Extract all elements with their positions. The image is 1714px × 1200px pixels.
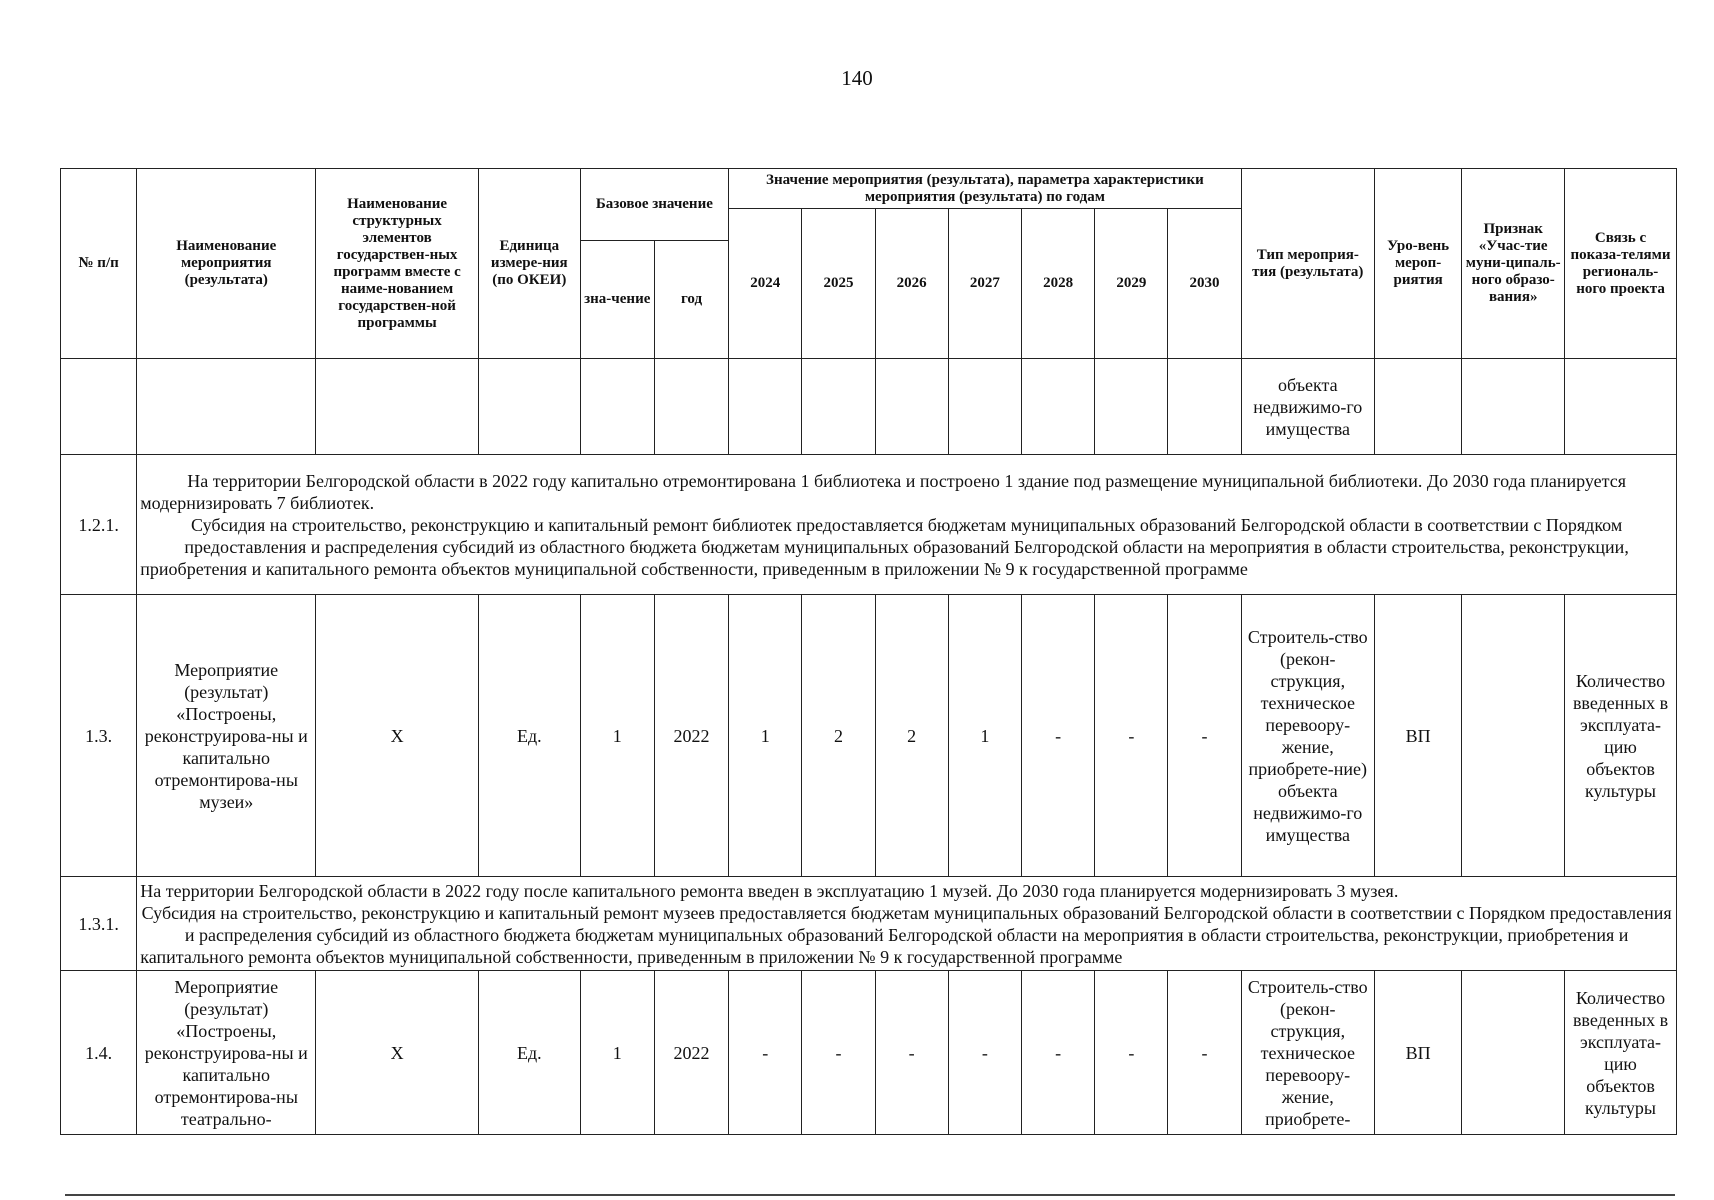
table-row-1-2-1 <box>61 455 1677 595</box>
continuation-row <box>61 359 1677 455</box>
row-link: Количество введенных в эксплуата-цию объектов культуры <box>1565 971 1677 1135</box>
row-value-2030: - <box>1168 971 1241 1135</box>
row-value-2024: - <box>729 971 802 1135</box>
header-name: Наименование мероприятия (результата) <box>137 169 316 359</box>
row-num: 1.3.1. <box>61 877 137 971</box>
row-value-2029: - <box>1095 971 1168 1135</box>
row-num: 1.2.1. <box>61 455 137 595</box>
header-link: Связь с показа-телями региональ-ного проекта <box>1565 169 1677 359</box>
row-value-2025: 2 <box>802 595 875 877</box>
table-row-1-3 <box>61 595 1677 877</box>
row-participation <box>1462 595 1565 877</box>
row-value-2027: 1 <box>948 595 1021 877</box>
row-base-value: 1 <box>580 971 654 1135</box>
header-year: 2028 <box>1021 209 1094 359</box>
row-num: 1.3. <box>61 595 137 877</box>
description-paragraph: На территории Белгородской области в 2022 году капитально отремонтирована 1 библиотека и построено 1 здание под размещение муниципальной библиотеки. До 2030 года планируется модернизировать 7 библиотек. <box>140 470 1626 513</box>
header-num: № п/п <box>61 169 137 359</box>
row-description <box>137 877 1677 971</box>
row-participation <box>1462 971 1565 1135</box>
header-participation: Признак «Учас-тие муни-ципаль-ного образо-вания» <box>1462 169 1565 359</box>
row-level: ВП <box>1374 971 1461 1135</box>
table-row-1-4 <box>61 971 1677 1135</box>
row-type: Строитель-ство (рекон-струкция, техническое перевоору-жение, приобрете- <box>1241 971 1374 1135</box>
row-link: Количество введенных в эксплуата-цию объектов культуры <box>1565 595 1677 877</box>
header-unit: Единица измере-ния (по ОКЕИ) <box>478 169 580 359</box>
row-unit: Ед. <box>478 971 580 1135</box>
row-value-2026: 2 <box>875 595 948 877</box>
header-year: 2029 <box>1095 209 1168 359</box>
header-level: Уро-вень мероп-риятия <box>1374 169 1461 359</box>
row-value-2024: 1 <box>729 595 802 877</box>
row-value-2030: - <box>1168 595 1241 877</box>
row-struct: Х <box>316 595 479 877</box>
row-base-year: 2022 <box>654 971 728 1135</box>
description-paragraph: На территории Белгородской области в 2022 году после капитального ремонта введен в эксплуатацию 1 музей. До 2030 года планируется модернизировать 3 музея. <box>140 880 1399 901</box>
header-type: Тип мероприя-тия (результата) <box>1241 169 1374 359</box>
header-base: Базовое значение <box>580 169 728 241</box>
row-name: Мероприятие (результат) «Построены, реконструирова-ны и капитально отремонтирова-ны музеи» <box>137 595 316 877</box>
row-level: ВП <box>1374 595 1461 877</box>
row-base-year: 2022 <box>654 595 728 877</box>
row-type: Строитель-ство (рекон-струкция, техническое перевоору-жение, приобрете-ние) объекта недвижимо-го имущества <box>1241 595 1374 877</box>
header-struct: Наименование структурных элементов государствен-ных программ вместе с наиме-нованием государствен-ной программы <box>316 169 479 359</box>
row-name: Мероприятие (результат) «Построены, реконструирова-ны и капитально отремонтирова-ны театрально- <box>137 971 316 1135</box>
header-values-by-year: Значение мероприятия (результата), параметра характеристики мероприятия (результата) по годам <box>729 169 1242 209</box>
description-paragraph: Субсидия на строительство, реконструкцию и капитальный ремонт музеев предоставляется бюджетам муниципальных образований Белгородской области в соответствии с Порядком предоставления и распределения субсидий из областного бюджета бюджетам муниципальных образований Белгородской области на мероприятия в области строительства, реконструкции, приобретения и капитального ремонта объектов муниципальной собственности, приведенным в приложении № 9 к государственной программе <box>140 902 1672 967</box>
row-value-2028: - <box>1021 971 1094 1135</box>
row-value-2027: - <box>948 971 1021 1135</box>
row-value-2028: - <box>1021 595 1094 877</box>
description-paragraph: Субсидия на строительство, реконструкцию и капитальный ремонт библиотек предоставляется бюджетам муниципальных образований Белгородской области в соответствии с Порядком предоставления и распределения субсидий из областного бюджета бюджетам муниципальных образований Белгородской области на мероприятия в области строительства, реконструкции, приобретения и капитального ремонта объектов муниципальной собственности, приведенным в приложении № 9 к государственной программе <box>140 514 1629 579</box>
header-base-value: зна-чение <box>580 241 654 359</box>
row-value-2026: - <box>875 971 948 1135</box>
table-row-1-3-1 <box>61 877 1677 971</box>
header-year: 2027 <box>948 209 1021 359</box>
row-struct: Х <box>316 971 479 1135</box>
bottom-rule <box>65 1194 1675 1196</box>
row-base-value: 1 <box>580 595 654 877</box>
header-base-year: год <box>654 241 728 359</box>
row-value-2025: - <box>802 971 875 1135</box>
row-description <box>137 455 1677 595</box>
row-value-2029: - <box>1095 595 1168 877</box>
header-year: 2025 <box>802 209 875 359</box>
program-table <box>60 168 1677 1135</box>
header-year: 2030 <box>1168 209 1241 359</box>
header-year: 2026 <box>875 209 948 359</box>
header-year: 2024 <box>729 209 802 359</box>
continuation-type: объекта недвижимо-го имущества <box>1241 359 1374 455</box>
row-unit: Ед. <box>478 595 580 877</box>
row-num: 1.4. <box>61 971 137 1135</box>
page-number: 140 <box>841 66 873 90</box>
